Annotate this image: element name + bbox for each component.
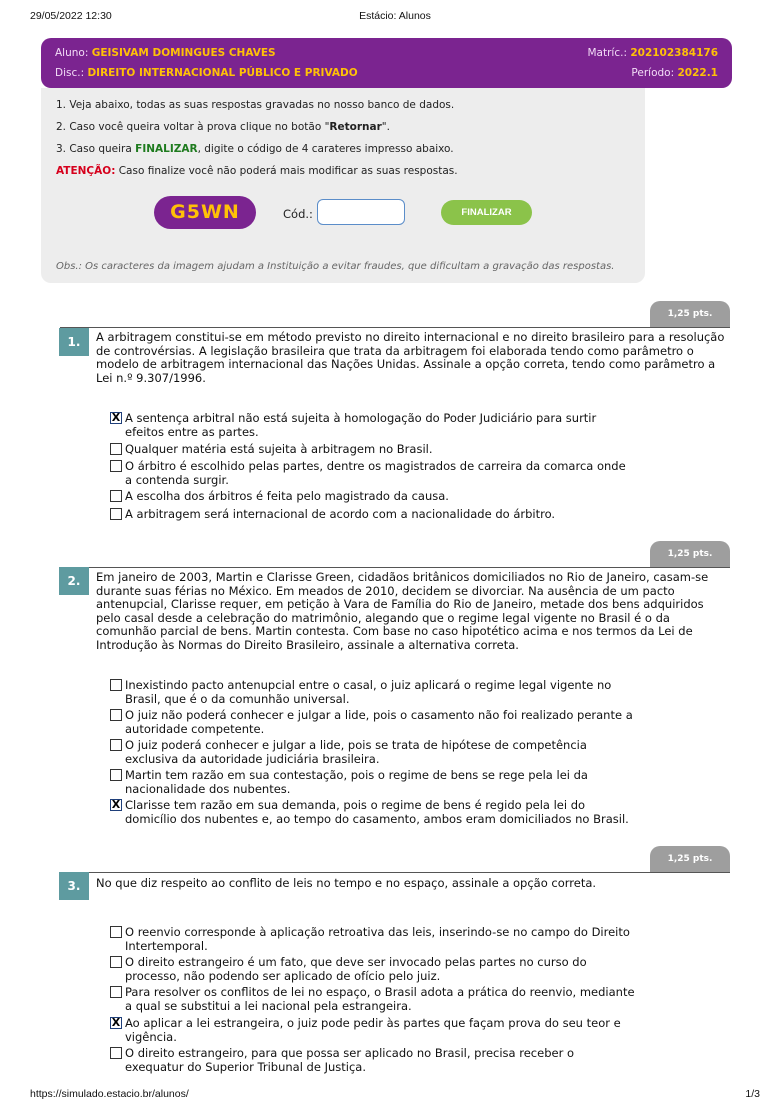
q3-option-2-checkbox[interactable]: [110, 956, 122, 968]
q3-option-3[interactable]: [110, 986, 635, 1013]
finalizar-text: FINALIZAR: [135, 143, 198, 155]
q1-option-5-checkbox[interactable]: [110, 508, 122, 520]
print-title: Estácio: Alunos: [359, 10, 431, 22]
q2-option-4[interactable]: [110, 769, 635, 796]
q1-option-2[interactable]: [110, 443, 635, 457]
student-banner: [41, 38, 732, 88]
q1-text: A arbitragem constitui-se em método previsto no direito internacional e no direito brasileiro para a resolução de controvérsias. A legislação brasileira que trata da arbitragem foi elaborada tendo como parâmetro o modelo de arbitragem internacional das Nações Unidas. Assinale a opção correta, tendo como parâmetro a Lei n.º 9.307/1996.: [96, 330, 725, 385]
q1-option-1-checkbox[interactable]: X: [111, 411, 121, 424]
q2-option-2-checkbox[interactable]: [110, 709, 122, 721]
code-label: Cód.:: [283, 207, 313, 221]
instruction-3-post: , digite o código de 4 carateres impresso abaixo.: [197, 143, 454, 155]
code-input[interactable]: [317, 199, 405, 225]
q2-option-2[interactable]: [110, 709, 635, 736]
instruction-3: [56, 143, 454, 155]
q2-option-1[interactable]: [110, 679, 635, 706]
print-datetime: 29/05/2022 12:30: [30, 10, 112, 22]
q1-option-3-checkbox[interactable]: [110, 460, 122, 472]
q1-option-3[interactable]: [110, 460, 635, 487]
q3-option-5[interactable]: [110, 1047, 635, 1074]
matric-value: 202102384176: [630, 47, 718, 59]
q1-option-1-text: A sentença arbitral não está sujeita à homologação do Poder Judiciário para surtir efeitos entre as partes.: [125, 411, 597, 439]
q1-option-5-text: A arbitragem será internacional de acordo com a nacionalidade do árbitro.: [125, 507, 556, 521]
instruction-2: [56, 121, 390, 133]
q3-option-4[interactable]: [110, 1017, 635, 1044]
q2-text: Em janeiro de 2003, Martin e Clarisse Green, cidadãos britânicos domiciliados no Rio de Janeiro, casam-se durante suas férias no México. Em meados de 2010, decidem se divorciar. Na ausência de um pacto antenupcial, Clarisse requer, em petição à Vara de Família do Rio de Janeiro, metade dos bens adquiridos pelo casal desde a celebração do matrimônio, alegando que o regime legal vigente no Brasil é o da comunhão parcial de bens. Martin contesta. Com base no caso hipotético acima e nos termos da Lei de Introdução às Normas do Direito Brasileiro, assinale a alternativa correta.: [96, 570, 709, 652]
q1-option-1[interactable]: [110, 412, 635, 439]
q3-option-4-checkbox[interactable]: X: [111, 1016, 121, 1029]
attention-note: [56, 165, 458, 177]
periodo-label: Período:: [631, 67, 675, 79]
instruction-3-pre: 3. Caso queira: [56, 143, 136, 155]
instruction-1: 1. Veja abaixo, todas as suas respostas gravadas no nosso banco de dados.: [56, 99, 455, 111]
disc-label: Disc.:: [55, 67, 85, 79]
matric-label: Matríc.:: [587, 47, 627, 59]
q2-option-3[interactable]: [110, 739, 635, 766]
instructions-panel: [41, 88, 645, 283]
print-page-number: 1/3: [745, 1088, 760, 1100]
q2-option-1-checkbox[interactable]: [110, 679, 122, 691]
q3-option-3-checkbox[interactable]: [110, 986, 122, 998]
q2-option-4-text: Martin tem razão em sua contestação, pois o regime de bens se rege pela lei da nacionalidade dos nubentes.: [125, 768, 588, 796]
q3-option-1-checkbox[interactable]: [110, 926, 122, 938]
print-footer: [30, 1088, 760, 1102]
q3-points-tab: 1,25 pts.: [650, 846, 730, 872]
q2-option-2-text: O juiz não poderá conhecer e julgar a lide, pois o casamento não foi realizado perante a autoridade competente.: [125, 708, 633, 736]
q3-option-1[interactable]: [110, 926, 635, 953]
attention-text: Caso finalize você não poderá mais modificar as suas respostas.: [115, 165, 458, 177]
instruction-2-pre: 2. Caso você queira voltar à prova clique no botão ": [56, 121, 330, 133]
q1-divider: [60, 327, 730, 328]
print-header: [30, 10, 760, 24]
q2-option-5[interactable]: [110, 799, 635, 826]
captcha-code: G5WN: [154, 196, 256, 229]
obs-note: Obs.: Os caracteres da imagem ajudam a Instituição a evitar fraudes, que dificultam a gravação das respostas.: [56, 261, 615, 272]
q1-option-2-checkbox[interactable]: [110, 443, 122, 455]
q3-option-3-text: Para resolver os conflitos de lei no espaço, o Brasil adota a prática do reenvio, mediante a qual se substitui a lei nacional pela estrangeira.: [125, 985, 635, 1013]
q3-option-1-text: O reenvio corresponde à aplicação retroativa das leis, inserindo-se no campo do Direito Intertemporal.: [125, 925, 630, 953]
q1-option-4-text: A escolha dos árbitros é feita pelo magistrado da causa.: [125, 489, 449, 503]
q3-divider: [60, 872, 730, 873]
q1-points-tab: 1,25 pts.: [650, 301, 730, 327]
q3-option-5-checkbox[interactable]: [110, 1047, 122, 1059]
q1-option-2-text: Qualquer matéria está sujeita à arbitragem no Brasil.: [125, 442, 433, 456]
aluno-label: Aluno:: [55, 47, 89, 59]
q2-option-3-text: O juiz poderá conhecer e julgar a lide, pois se trata de hipótese de competência exclusiva da autoridade judiciária brasileira.: [125, 738, 587, 766]
q3-option-2[interactable]: [110, 956, 635, 983]
q3-option-4-text: Ao aplicar a lei estrangeira, o juiz pode pedir às partes que façam prova do seu teor e vigência.: [125, 1016, 621, 1044]
attention-label: ATENÇÃO:: [56, 165, 116, 177]
q3-number: 3.: [59, 872, 89, 900]
periodo-value: 2022.1: [677, 67, 718, 79]
q2-option-1-text: Inexistindo pacto antenupcial entre o casal, o juiz aplicará o regime legal vigente no Brasil, que é o da comunhão universal.: [125, 678, 612, 706]
q2-number: 2.: [59, 567, 89, 595]
q2-option-3-checkbox[interactable]: [110, 739, 122, 751]
finalize-button[interactable]: FINALIZAR: [441, 200, 532, 225]
q2-option-4-checkbox[interactable]: [110, 769, 122, 781]
q1-option-3-text: O árbitro é escolhido pelas partes, dentre os magistrados de carreira da comarca onde a contenda surgir.: [125, 459, 626, 487]
q1-number: 1.: [59, 328, 89, 356]
q2-divider: [60, 567, 730, 568]
disc-value: DIREITO INTERNACIONAL PÚBLICO E PRIVADO: [87, 67, 358, 79]
q3-option-5-text: O direito estrangeiro, para que possa ser aplicado no Brasil, precisa receber o exequatur do Superior Tribunal de Justiça.: [125, 1046, 574, 1074]
q3-text: No que diz respeito ao conflito de leis no tempo e no espaço, assinale a opção correta.: [96, 876, 597, 890]
q1-option-4[interactable]: [110, 490, 635, 504]
q3-option-2-text: O direito estrangeiro é um fato, que deve ser invocado pelas partes no curso do processo, não podendo ser aplicado de ofício pelo juiz.: [125, 955, 587, 983]
instruction-2-post: ".: [381, 121, 390, 133]
q2-points-tab: 1,25 pts.: [650, 541, 730, 567]
q2-option-5-text: Clarisse tem razão em sua demanda, pois o regime de bens é regido pela lei do domicílio dos nubentes e, ao tempo do casamento, ambos eram domiciliados no Brasil.: [125, 798, 629, 826]
retornar-text: Retornar: [329, 121, 382, 133]
q1-option-4-checkbox[interactable]: [110, 490, 122, 502]
q2-option-5-checkbox[interactable]: X: [111, 798, 121, 811]
aluno-name: GEISIVAM DOMINGUES CHAVES: [91, 47, 276, 59]
print-url: https://simulado.estacio.br/alunos/: [30, 1088, 189, 1100]
q1-option-5[interactable]: [110, 508, 635, 522]
